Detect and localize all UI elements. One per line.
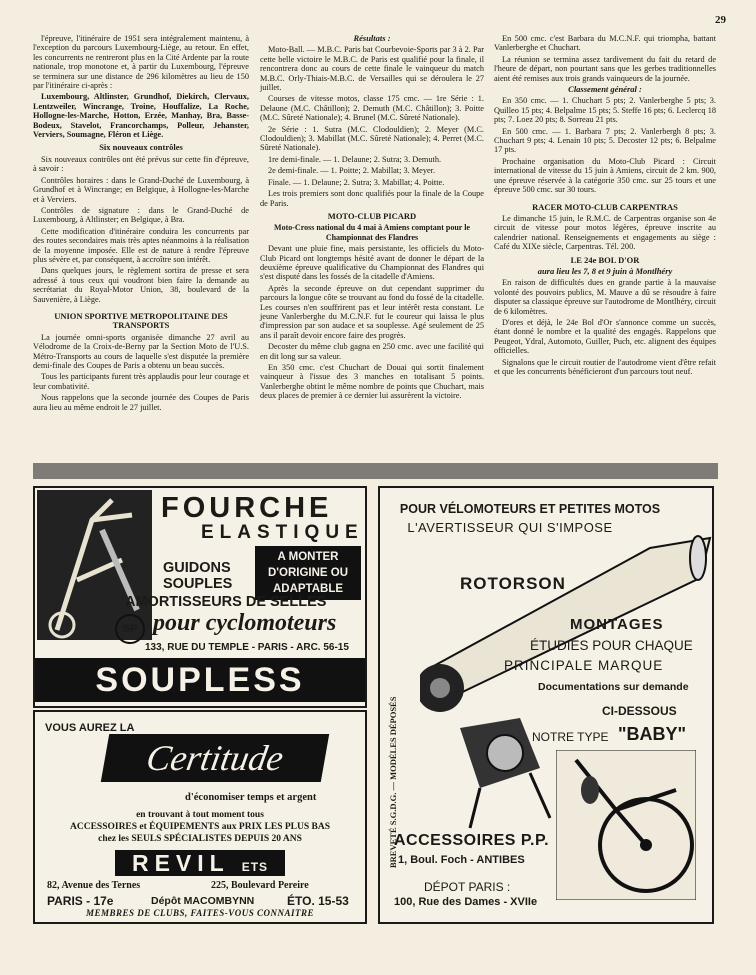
section-heading: UNION SPORTIVE METROPOLITAINE DES TRANSPORTS: [54, 310, 228, 331]
badge-line: ADAPTABLE: [272, 583, 344, 595]
paragraph: Le dimanche 15 juin, le R.M.C. de Carpentras organise son 4e circuit de vitesse pour motos légères, épreuve inscrite au calendrier national. Renseignements et engagements au siège : Café du XIXe siècle, Carpentras. Tél. 200.: [494, 213, 716, 252]
ad-rotorson: [378, 486, 714, 924]
ad-line: "BABY": [618, 724, 687, 744]
ad-line: AMORTISSEURS DE SELLES: [125, 594, 327, 610]
paragraph: Devant une pluie fine, mais persistante, les officiels du Moto-Club Picard ont longtemps hésité avant de donner le départ de la deuxième épreuve qualificative du Championnat des Flandres qui s'est disputé dans les fossés de la citadelle d'Amiens.: [260, 244, 484, 282]
paragraph: l'épreuve, l'itinéraire de 1951 sera intégralement maintenu, à l'exception du parcours Luxembourg-Liège, au retour. En effet, les concurrents ne rentreront plus en la Cité Ardente par la route nationale, trop monotone et, à partir du Luxembourg, l'épreuve se terminera sur une distance de 296 kilomètres au lieu de 150 par l'itinéraire ci-après :: [33, 34, 249, 91]
section-subheading: Moto-Cross national du 4 mai à Amiens comptant pour le Championnat des Flandres: [274, 223, 470, 242]
ad-brand: ROTORSON: [460, 574, 566, 593]
section-heading: MOTO-CLUB PICARD: [327, 210, 417, 221]
ad-badge: [255, 546, 361, 600]
ad-line: PRINCIPALE MARQUE: [504, 658, 664, 673]
badge-line: A MONTER: [277, 551, 339, 563]
ad-script: pour cyclomoteurs: [153, 610, 337, 636]
separator-bar: [33, 463, 718, 479]
ad-city: PARIS - 17e: [47, 894, 114, 908]
paragraph: Courses de vitesse motos, classe 175 cmc. — 1re Série : 1. Delaune (M.C. Châtillon); 2. Demuth (M.C. Châtillon); 3. Poitte (M.C. Sûreté Nationale); 4. Brunel (M.C. Sûreté Nationale).: [260, 94, 484, 123]
ad-company: ACCESSOIRES P.P.: [394, 832, 550, 849]
ad-address: 82, Avenue des Ternes: [47, 880, 141, 891]
paragraph: 2e demi-finale. — 1. Poitte; 2. Mabillat; 3. Meyer.: [268, 166, 436, 176]
paragraph: D'ores et déjà, le 24e Bol d'Or s'annonce comme un succès, étant donné le nombre et la qualité des engagés. Rappelons que Peugeot, Ydral, Automoto, Guiller, Puch, etc. alignent des équipes officielles.: [494, 317, 716, 356]
paragraph: Dans quelques jours, le règlement sortira de presse et sera adressé à tous ceux qui voudront bien faire la demande au secrétariat du Royal-Motor Union, 38, boulevard de la Sauvenière, à Liège.: [33, 266, 249, 304]
ad-address: 1, Boul. Foch - ANTIBES: [398, 854, 525, 866]
ad-intro: VOUS AUREZ LA: [45, 722, 135, 734]
ad-line: NOTRE TYPE: [532, 730, 609, 744]
paragraph: Luxembourg, Altlinster, Grundhof, Diekirch, Clervaux, Lentzweiler, Wincrange, Troine, Houffalize, La Roche, Hollogne-les-Marche, Hotton, Erzée, Manhay, Bra, Basse-Bodeux, Stavelot, Francorchamps, Polleur, Jehanster, Verviers, Soumagne, Fléron et Liège.: [33, 92, 249, 140]
ad-address: 225, Boulevard Pereire: [211, 880, 309, 891]
paragraph: Moto-Ball. — M.B.C. Paris bat Courbevoie-Sports par 3 à 2. Par cette belle victoire le M.B.C. de Paris est qualifié pour la finale, il rencontrera donc au cours de cette finale le vainqueur du match M.B.C. Orly-Thiais-M.B.C. de Versailles qui se déroulera le 27 juillet.: [260, 45, 484, 93]
article-column-1: [33, 34, 249, 414]
ad-address: 100, Rue des Dames - XVIIe: [394, 896, 538, 908]
paragraph: Decoster du même club gagna en 250 cmc. avec une facilité qui en dit long sur sa valeur.: [260, 342, 484, 361]
page-number: 29: [715, 14, 726, 26]
ad-line: GUIDONS: [163, 560, 231, 576]
ad-title-sub: ELASTIQUE: [201, 522, 364, 543]
ad-footer: MEMBRES DE CLUBS, FAITES-VOUS CONNAITRE: [86, 908, 314, 918]
paragraph: En 500 cmc. — 1. Barbara 7 pts; 2. Vanlerbergh 8 pts; 3. Chuchart 9 pts; 4. Lenain 10 pts; 5. Decoster 12 pts; 6. Belpalme 17 pts.: [494, 126, 716, 155]
paragraph: En 500 cmc. c'est Barbara du M.C.N.F. qui triompha, battant Vanlerberghe et Chuchart.: [494, 34, 716, 53]
ad-depot: Dépôt MACOMBYNN: [151, 895, 255, 907]
ad-headline: POUR VÉLOMOTEURS ET PETITES MOTOS: [399, 502, 661, 516]
paragraph: Contrôles horaires : dans le Grand-Duché de Luxembourg, à Grundhof et à Wincrange; en Belgique, à Hollogne-les-Marche et à Verviers.: [33, 175, 249, 204]
section-heading: Résultats :: [353, 33, 391, 43]
ad-brand-script: Certitude: [101, 734, 329, 782]
section-heading: Six nouveaux contrôles: [99, 142, 183, 153]
ad-line: chez les SEULS SPÉCIALISTES DEPUIS 20 ANS: [98, 834, 302, 844]
ad-line: SOUPLES: [163, 576, 233, 592]
paragraph: Six nouveaux contrôles ont été prévus sur cette fin d'épreuve, à savoir :: [33, 154, 249, 174]
ad-brand: SOUPLESS: [35, 658, 365, 702]
section-heading: LE 24e BOL D'OR: [570, 254, 640, 265]
paragraph: Nous rappelons que la seconde journée des Coupes de Paris aura lieu au même endroit le 27 juillet.: [33, 393, 249, 412]
ad-line: CI-DESSOUS: [602, 704, 677, 718]
ad-line: Documentations sur demande: [538, 681, 689, 693]
paragraph: En raison de difficultés dues en grande partie à la mauvaise volonté des pouvoirs publics, M. Mauve a dû se résoudre à faire disputer sa classique épreuve sur l'autodrome de Montlhéry, circuit de 6 kilomètres.: [494, 278, 716, 316]
paragraph: Tous les participants furent très applaudis pour leur courage et leur combativité.: [33, 372, 249, 391]
paragraph: Prochaine organisation du Moto-Club Picard : Circuit international de vitesse du 15 juin à Amiens, circuit de 2 km. 900, une épreuve réservée à la catégorie 350 cmc. sur 25 tours et une épreuve 500 cmc. sur 30 tours.: [494, 156, 716, 195]
ad-address: 133, RUE DU TEMPLE - PARIS - ARC. 56-15: [145, 642, 349, 653]
company-name: REVIL: [131, 850, 230, 876]
badge-line: D'ORIGINE OU: [267, 567, 349, 579]
paragraph: En 350 cmc. c'est Chuchart de Douai qui sortit finalement vainqueur à l'issue des 3 manches en totalisant 5 points. Vanlerberghe obtint le même nombre de points que Chuchart, mais deux places de premier à ce dernier lui assurèrent la victoire.: [260, 363, 484, 401]
ad-tagline: d'économiser temps et argent: [185, 792, 317, 803]
ad-soupless: [33, 486, 367, 708]
paragraph: La réunion se termina assez tardivement du fait du retard de l'heure de départ, non pourtant sans que les gerbes traditionnelles aient été remises aux trois grands vainqueurs de la journée.: [494, 54, 716, 83]
ad-depot: DÉPOT PARIS :: [424, 880, 511, 894]
paragraph: Contrôles de signature : dans le Grand-Duché de Luxembourg, à Altlinster; en Belgique, à Bra.: [33, 205, 249, 225]
ad-line: ÉTUDIÉS POUR CHAQUE: [530, 638, 693, 653]
paragraph: La journée omni-sports organisée dimanche 27 avril au Vélodrome de la Croix-de-Berny par la Section Moto de l'U.S. Métro-Transports au cours de laquelle s'est disputée la première demi-finale des Coupes de Paris a obtenu un beau succès.: [33, 332, 249, 370]
ad-title: FOURCHE: [161, 492, 333, 524]
article-column-2: [260, 34, 484, 403]
article-column-3: [494, 34, 716, 378]
ad-line: MONTAGES: [570, 616, 664, 633]
paragraph: Cette modification d'itinéraire conduira les concurrents par des routes secondaires mais très aptes néanmoins à la réalisation de la moyenne imposée. Elle est de nature à rendre l'épreuve plus sévère et, par conséquent, à accroître son intérêt.: [33, 226, 249, 264]
section-subheading: aura lieu les 7, 8 et 9 juin à Montlhéry: [537, 265, 673, 276]
ad-line: en trouvant à tout moment tous: [136, 810, 264, 820]
section-heading: RACER MOTO-CLUB CARPENTRAS: [532, 201, 678, 212]
paragraph: Après la seconde épreuve on dut cependant supprimer du parcours la longue côte se trouvant au fond du fossé de la citadelle. Les courses n'en souffrirent pas et leur intérêt resta constant. Le jeune Vanlerberghe du M.C.N.F. fut le coureur qui laissa le plus d'impression par son audace et sa souplesse. Agé seulement de 25 ans il paraît devoir encore faire des progrès.: [260, 283, 484, 340]
paragraph: En 350 cmc. — 1. Chuchart 5 pts; 2. Vanlerberghe 5 pts; 3. Quilleo 15 pts; 4. Belpalme 15 pts; 5. Steffe 16 pts; 6. Leclercq 18 pts; 7. Loez 20 pts; 8. Sorreau 21 pts.: [494, 96, 716, 125]
scooter-wheel-illustration-icon: [556, 750, 696, 900]
ad-headline: L'AVERTISSEUR QUI S'IMPOSE: [407, 520, 613, 535]
paragraph: Finale. — 1. Delaune; 2. Sutra; 3. Mabillat; 4. Poitte.: [268, 177, 445, 187]
ad-patent-note: BREVETÉ S.G.D.G. — MODÈLES DÉPOSÉS: [388, 696, 398, 868]
company-suffix: ETS: [241, 860, 269, 874]
ad-line: ACCESSOIRES et ÉQUIPEMENTS aux PRIX LES PLUS BAS: [70, 822, 330, 832]
ad-company: [115, 850, 285, 876]
ad-phone: ÉTO. 15-53: [287, 894, 349, 908]
paragraph: Signalons que le circuit routier de l'autodrome vient d'être refait et que les concurrents bénéficieront d'un parcours tout neuf.: [494, 357, 716, 376]
brand-logo-icon: SP: [115, 614, 145, 644]
ad-revil: [33, 710, 367, 924]
paragraph: Les trois premiers sont donc qualifiés pour la finale de la Coupe de Paris.: [260, 189, 484, 208]
section-heading: Classement général :: [568, 84, 642, 95]
paragraph: 1re demi-finale. — 1. Delaune; 2. Sutra; 3. Demuth.: [268, 154, 442, 164]
paragraph: 2e Série : 1. Sutra (M.C. Clodouldien); 2. Meyer (M.C. Clodouldien); 3. Mabillat (M.C. Sûreté Nationale); 4. Perret (M.C. Sûreté Nationale).: [260, 124, 484, 153]
